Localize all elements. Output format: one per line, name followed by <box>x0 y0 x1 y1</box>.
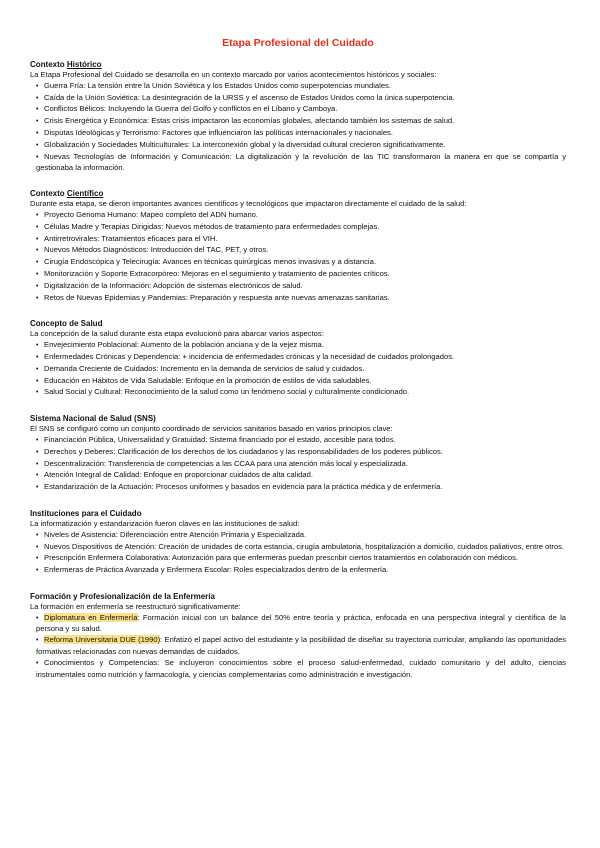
bullet-list <box>30 81 566 174</box>
list-item-term: Conflictos Bélicos: <box>44 104 107 114</box>
list-item-term: Derechos y Deberes: <box>44 446 116 456</box>
list-item <box>30 152 566 175</box>
list-item-term: Diplomatura en Enfermería <box>44 612 138 622</box>
list-item-term: Células Madre y Terapias Dirigidas: <box>44 221 164 231</box>
bullet-icon: • <box>36 436 39 444</box>
list-item <box>30 635 566 658</box>
list-item-text: Mapeo completo del ADN humano. <box>138 209 259 219</box>
section-heading <box>30 508 566 519</box>
list-item-text: Nuevos métodos de tratamiento para enfermedades complejas. <box>163 221 380 231</box>
section-heading <box>30 413 566 424</box>
bullet-icon: • <box>36 247 39 255</box>
list-item-term: Caída de la Unión Soviética: <box>44 92 140 102</box>
list-item <box>30 210 566 222</box>
list-item <box>30 542 566 554</box>
list-item-term: Cirugía Endoscópica y Telecirugía: <box>44 257 161 267</box>
bullet-icon: • <box>36 460 39 468</box>
section-heading-text: Formación y Profesionalización de la Enfermería <box>30 591 215 601</box>
list-item-term: Reforma Universitaria DUE (1990) <box>44 635 161 645</box>
list-item <box>30 435 566 447</box>
list-item <box>30 140 566 152</box>
section <box>30 188 566 304</box>
list-item <box>30 470 566 482</box>
section-heading-text: Contexto <box>30 189 67 199</box>
list-item-term: Antirretrovirales: <box>44 233 100 243</box>
list-item-text: Adopción de sistemas electrónicos de salud. <box>151 280 303 290</box>
list-item-term: Demanda Creciente de Cuidados: <box>44 363 159 373</box>
bullet-icon: • <box>36 567 39 575</box>
bullet-icon: • <box>36 614 39 622</box>
list-item-term: Monitorización y Soporte Extracorpóreo: <box>44 268 180 278</box>
list-item-term: Conocimientos y Competencias: <box>44 657 160 667</box>
section-intro: La informatización y estandarización fueron claves en las instituciones de salud: <box>30 518 300 528</box>
list-item-term: Educación en Hábitos de Vida Saludable: <box>44 375 184 385</box>
list-item-term: Retos de Nuevas Epidemias y Pandemias: <box>44 292 188 302</box>
bullet-icon: • <box>36 223 39 231</box>
bullet-icon: • <box>36 353 39 361</box>
section-heading-underlined: Histórico <box>66 60 102 69</box>
list-item-text: Factores que influenciaron las políticas internacionales y nacionales. <box>159 127 393 137</box>
bullet-list <box>30 340 566 399</box>
list-item <box>30 234 566 246</box>
bullet-icon: • <box>36 555 39 563</box>
list-item <box>30 482 566 494</box>
list-item <box>30 222 566 234</box>
list-item-text: Se incluyeron conocimientos sobre el proceso salud-enfermedad, cuidado comunitario y del adulto, ciencias instrumentales como nutrición y farmacología, y ciencias complementarias como administración e investigación. <box>36 657 566 679</box>
list-item-text: Enfoque en la promoción de estilos de vida saludables. <box>183 375 372 385</box>
list-item-term: Niveles de Asistencia: <box>44 529 118 539</box>
list-item-text: Transferencia de competencias a las CCAA para una atención más local y especializada. <box>106 458 408 468</box>
bullet-icon: • <box>36 141 39 149</box>
list-item-term: Nuevos Dispositivos de Atención: <box>44 541 157 551</box>
list-item-term: Proyecto Genoma Humano: <box>44 209 139 219</box>
list-item-term: Guerra Fría: <box>44 80 86 90</box>
list-item <box>30 281 566 293</box>
list-item <box>30 565 566 577</box>
list-item <box>30 387 566 399</box>
list-item-term: Globalización y Sociedades Multiculturales: <box>44 139 191 149</box>
list-item-term: Nuevos Métodos Diagnósticos: <box>44 245 149 255</box>
section <box>30 591 566 681</box>
bullet-icon: • <box>36 637 39 645</box>
list-item-text: Diferenciación entre Atención Primaria y Especializada. <box>117 529 307 539</box>
section-intro: Durante esta etapa, se dieron importantes avances científicos y tecnológicos que impactaron directamente el cuidado de la salud: <box>30 199 467 209</box>
list-item-text: Enfoque en proporcionar cuidados de alta calidad. <box>141 470 313 480</box>
list-item-text: La desintegración de la URSS y el ascenso de Estados Unidos como la única superpotencia. <box>139 92 455 102</box>
list-item-term: Enfermeras de Práctica Avanzada y Enfermera Escolar: <box>44 565 232 575</box>
list-item-text: La tensión entre la Unión Soviética y los Estados Unidos como superpotencias mundiales. <box>85 80 391 90</box>
list-item-text: Procesos uniformes y basados en evidencia para la práctica médica y de enfermería. <box>153 482 443 492</box>
bullet-icon: • <box>36 294 39 302</box>
bullet-icon: • <box>36 472 39 480</box>
section <box>30 413 566 494</box>
document-title: Etapa Profesional del Cuidado <box>222 37 374 49</box>
list-item <box>30 93 566 105</box>
list-item-term: Salud Social y Cultural: <box>44 387 123 397</box>
list-item-term: Descentralización: <box>44 458 107 468</box>
bullet-icon: • <box>36 259 39 267</box>
section-heading-text: Instituciones para el Cuidado <box>30 508 142 518</box>
section-intro: La formación en enfermería se reestructuró significativamente: <box>30 601 241 611</box>
sections-container <box>30 59 566 680</box>
bullet-icon: • <box>36 235 39 243</box>
bullet-list <box>30 210 566 304</box>
section-heading-text: Concepto de Salud <box>30 319 103 329</box>
bullet-icon: • <box>36 94 39 102</box>
bullet-icon: • <box>36 659 39 667</box>
list-item <box>30 340 566 352</box>
list-item-term: Nuevas Tecnologías de Información y Comunicación: <box>44 151 232 161</box>
list-item <box>30 269 566 281</box>
section-heading <box>30 591 566 602</box>
list-item <box>30 81 566 93</box>
section-heading-text: Sistema Nacional de Salud (SNS) <box>30 414 156 424</box>
list-item-term: Crisis Energética y Económica: <box>44 116 150 126</box>
bullet-icon: • <box>36 211 39 219</box>
list-item-term: Atención Integral de Calidad: <box>44 470 142 480</box>
list-item <box>30 352 566 364</box>
list-item-text: Creación de unidades de corta estancia, cirugía ambulatoria, hospitalización a domicilio, cuidados paliativos, entre otros. <box>156 541 565 551</box>
list-item-term: Financiación Pública, Universalidad y Gratuidad: <box>44 434 208 444</box>
list-item <box>30 116 566 128</box>
list-item-text: Avances en técnicas quirúrgicas menos invasivas y a distancia. <box>160 257 376 267</box>
list-item-text: La digitalización y la revolución de las TIC transformaron la manera en que se compartía y gestionaba la información. <box>36 151 566 173</box>
list-item-text: Mejoras en el seguimiento y tratamiento de pacientes críticos. <box>179 268 390 278</box>
section-heading <box>30 59 566 70</box>
list-item-text: Aumento de la población anciana y de la vejez misma. <box>138 340 324 350</box>
list-item-term: Estandarización de la Actuación: <box>44 482 154 492</box>
bullet-list <box>30 530 566 577</box>
section <box>30 318 566 399</box>
list-item <box>30 293 566 305</box>
bullet-icon: • <box>36 129 39 137</box>
list-item-text: Incremento en la demanda de servicios de salud y cuidados. <box>158 363 365 373</box>
bullet-icon: • <box>36 118 39 126</box>
bullet-icon: • <box>36 342 39 350</box>
list-item-text: Incluyendo la Guerra del Golfo y conflictos en el Líbano y Camboya. <box>106 104 338 114</box>
list-item-text: Clarificación de los derechos de los ciudadanos y las responsabilidades de los poderes públicos. <box>115 446 443 456</box>
section-heading-text: Contexto <box>30 60 67 69</box>
list-item <box>30 257 566 269</box>
list-item <box>30 447 566 459</box>
bullet-list <box>30 435 566 494</box>
list-item-term: Envejecimiento Poblacional: <box>44 340 139 350</box>
list-item <box>30 530 566 542</box>
list-item-term: Digitalización de la Información: <box>44 280 152 290</box>
list-item-text: Sistema financiado por el estado, accesible para todos. <box>207 434 396 444</box>
bullet-icon: • <box>36 531 39 539</box>
list-item-text: Tratamientos eficaces para el VIH. <box>99 233 218 243</box>
section-heading-underlined: Científico <box>66 189 104 199</box>
bullet-icon: • <box>36 153 39 161</box>
list-item <box>30 104 566 116</box>
list-item-text: Preparación y respuesta ante nuevas amenazas sanitarias. <box>187 292 390 302</box>
list-item-text: Reconocimiento de la salud como un fenómeno social y culturalmente condicionado. <box>122 387 410 397</box>
list-item <box>30 364 566 376</box>
list-item-term: Prescripción Enfermera Colaborativa: <box>44 553 171 563</box>
bullet-icon: • <box>36 82 39 90</box>
bullet-icon: • <box>36 365 39 373</box>
bullet-icon: • <box>36 389 39 397</box>
bullet-icon: • <box>36 484 39 492</box>
list-item-text: Estas crisis impactaron las economías globales, afectando también los sistemas de salud. <box>149 116 455 126</box>
list-item <box>30 658 566 681</box>
list-item-text: La interconexión global y la diversidad cultural crecieron significativamente. <box>190 139 446 149</box>
bullet-icon: • <box>36 106 39 114</box>
bullet-icon: • <box>36 377 39 385</box>
section-heading <box>30 318 566 329</box>
list-item <box>30 553 566 565</box>
section <box>30 508 566 577</box>
section-intro: La concepción de la salud durante esta etapa evolucionó para abarcar varios aspectos: <box>30 329 324 339</box>
list-item-text: : Enfatizó el papel activo del estudiante y la posibilidad de diseñar su trayectoria curricular, ampliando las oportunidades formativas relacionadas con nuevas demandas de cuidados. <box>36 635 566 657</box>
list-item-text: Autorización para que enfermeras puedan prescribir ciertos tratamientos en colaboración con médicos. <box>170 553 519 563</box>
list-item <box>30 376 566 388</box>
list-item <box>30 245 566 257</box>
section <box>30 59 566 174</box>
bullet-icon: • <box>36 282 39 290</box>
list-item <box>30 459 566 471</box>
section-heading <box>30 188 566 199</box>
list-item-text: : Formación inicial con un balance del 50% entre teoría y práctica, enfocada en una perspectiva integral y científica de la persona y su salud. <box>36 612 566 634</box>
bullet-icon: • <box>36 270 39 278</box>
list-item-term: Disputas Ideológicas y Terrorismo: <box>44 127 160 137</box>
bullet-icon: • <box>36 543 39 551</box>
section-intro: El SNS se configuró como un conjunto coordinado de servicios sanitarios basado en varios principios clave: <box>30 424 393 434</box>
list-item-text: Roles especializados dentro de la enfermería. <box>231 565 389 575</box>
section-intro: La Etapa Profesional del Cuidado se desarrolla en un contexto marcado por varios acontecimientos históricos y sociales: <box>30 70 437 79</box>
list-item-text: + incidencia de enfermedades crónicas y la necesidad de cuidados prolongados. <box>180 351 455 361</box>
bullet-list <box>30 613 566 681</box>
bullet-icon: • <box>36 448 39 456</box>
list-item <box>30 613 566 636</box>
list-item-term: Enfermedades Crónicas y Dependencia: <box>44 351 181 361</box>
list-item <box>30 128 566 140</box>
list-item-text: Introducción del TAC, PET, y otros. <box>148 245 269 255</box>
